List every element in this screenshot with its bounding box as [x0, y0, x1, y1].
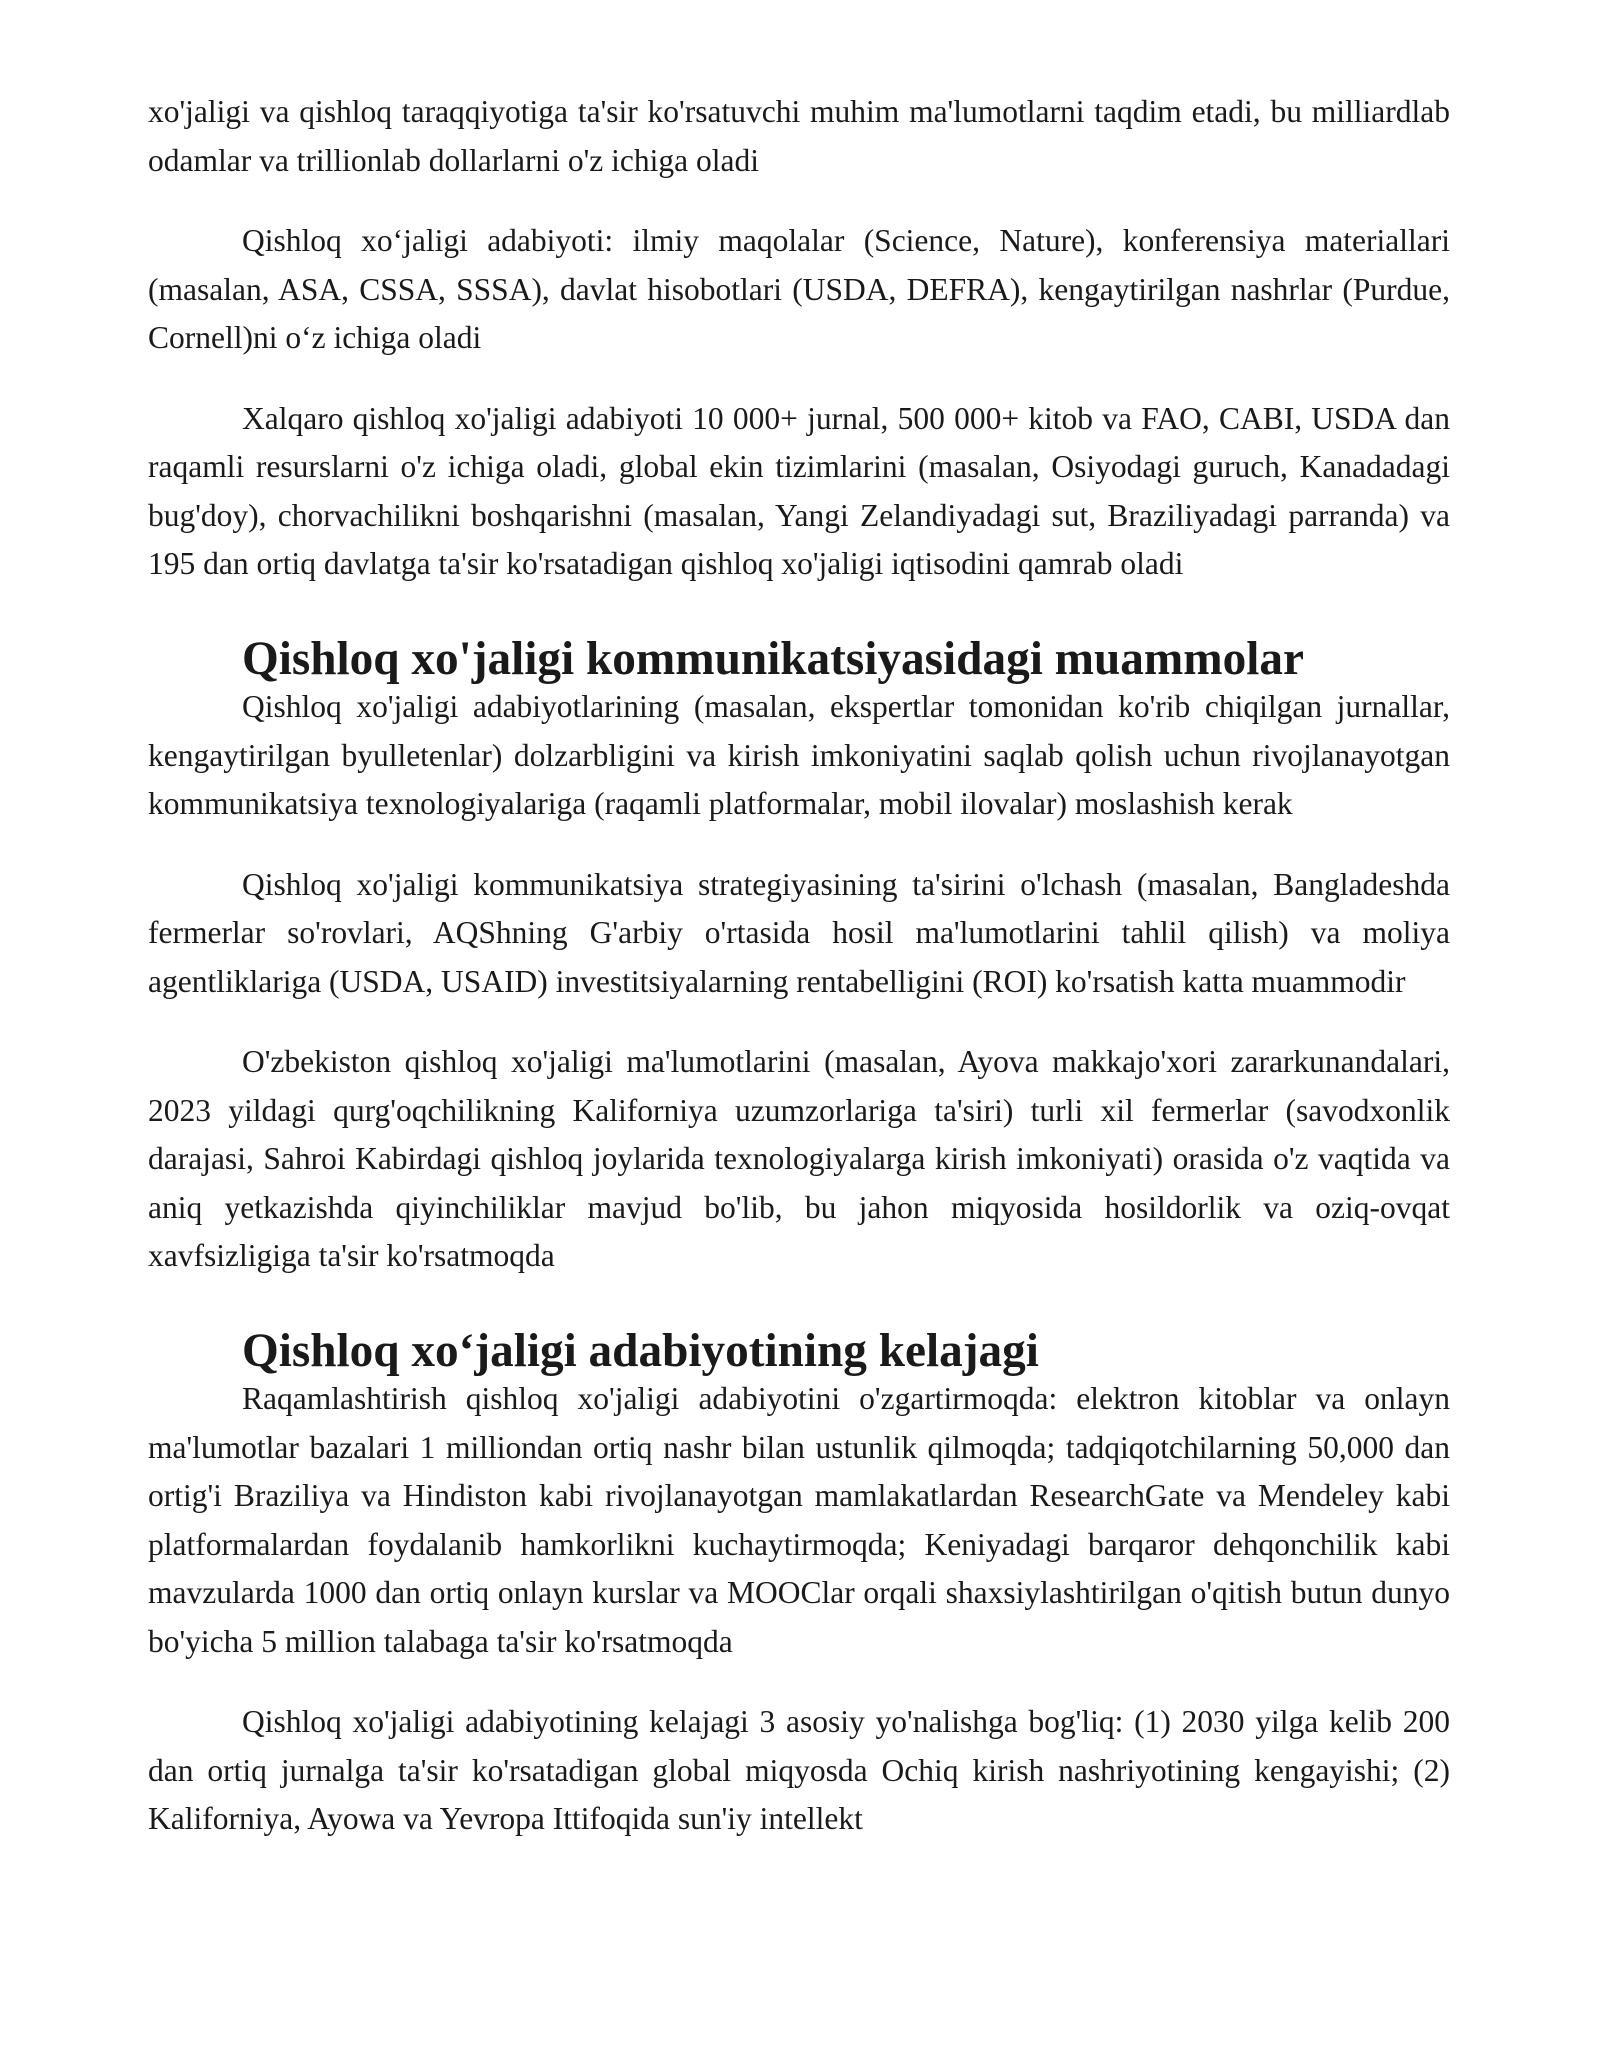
paragraph-agri-literature-types: Qishloq xoʻjaligi adabiyoti: ilmiy maqolalar (Science, Nature), konferensiya materiallari (masalan, ASA, CSSA, SSSA), davlat hisobotlari (USDA, DEFRA), kengaytirilgan nashrlar (Purdue, Cornell)ni oʻz ichiga oladi: [148, 223, 1450, 355]
section-heading-future-literature: Qishloq xoʻjaligi adabiyotining kelajagi: [242, 1324, 1039, 1377]
document-page: [148, 88, 1450, 1844]
paragraph-international-literature: Xalqaro qishloq xo'jaligi adabiyoti 10 000+ jurnal, 500 000+ kitob va FAO, CABI, USDA dan raqamli resurslarni o'z ichiga oladi, global ekin tizimlarini (masalan, Osiyodagi guruch, Kanadadagi bug'doy), chorvachilikni boshqarishni (masalan, Yangi Zelandiyadagi sut, Braziliyadagi parranda) va 195 dan ortiq davlatga ta'sir ko'rsatadigan qishloq xo'jaligi iqtisodini qamrab oladi: [148, 400, 1450, 581]
paragraph-continuation: xo'jaligi va qishloq taraqqiyotiga ta'sir ko'rsatuvchi muhim ma'lumotlarni taqdim etadi, bu milliardlab odamlar va trillionlab dollarlarni o'z ichiga oladi: [148, 94, 1450, 178]
paragraph-future-directions: Qishloq xo'jaligi adabiyotining kelajagi 3 asosiy yo'nalishga bog'liq: (1) 2030 yilga kelib 200 dan ortiq jurnalga ta'sir ko'rsatadigan global miqyosda Ochiq kirish nashriyotining kengayishi; (2) Kaliforniya, Ayowa va Yevropa Ittifoqida sun'iy intellekt: [148, 1704, 1450, 1836]
paragraph-digitalization: Raqamlashtirish qishloq xo'jaligi adabiyotini o'zgartirmoqda: elektron kitoblar va onlayn ma'lumotlar bazalari 1 milliondan ortiq nashr bilan ustunlik qilmoqda; tadqiqotchilarning 50,000 dan ortig'i Braziliya va Hindiston kabi rivojlanayotgan mamlakatlardan ResearchGate va Mendeley kabi platformalardan foydalanib hamkorlikni kuchaytirmoqda; Keniyadagi barqaror dehqonchilik kabi mavzularda 1000 dan ortiq onlayn kurslar va MOOClar orqali shaxsiylashtirilgan o'qitish butun dunyo bo'yicha 5 million talabaga ta'sir ko'rsatmoqda: [148, 1381, 1450, 1659]
paragraph-adapt-technologies: Qishloq xo'jaligi adabiyotlarining (masalan, ekspertlar tomonidan ko'rib chiqilgan jurnallar, kengaytirilgan byulletenlar) dolzarbligini va kirish imkoniyatini saqlab qolish uchun rivojlanayotgan kommunikatsiya texnologiyalariga (raqamli platformalar, mobil ilovalar) moslashish kerak: [148, 689, 1450, 821]
section-heading-communication-problems: Qishloq xo'jaligi kommunikatsiyasidagi muammolar: [242, 632, 1304, 685]
paragraph-data-delivery: O'zbekiston qishloq xo'jaligi ma'lumotlarini (masalan, Ayova makkajo'xori zararkunandalari, 2023 yildagi qurg'oqchilikning Kaliforniya uzumzorlariga ta'siri) turli xil fermerlar (savodxonlik darajasi, Sahroi Kabirdagi qishloq joylarida texnologiyalarga kirish imkoniyati) orasida o'z vaqtida va aniq yetkazishda qiyinchiliklar mavjud bo'lib, bu jahon miqyosida hosildorlik va oziq-ovqat xavfsizligiga ta'sir ko'rsatmoqda: [148, 1044, 1450, 1273]
paragraph-measure-impact: Qishloq xo'jaligi kommunikatsiya strategiyasining ta'sirini o'lchash (masalan, Bangladeshda fermerlar so'rovlari, AQShning G'arbiy o'rtasida hosil ma'lumotlarini tahlil qilish) va moliya agentliklariga (USDA, USAID) investitsiyalarning rentabelligini (ROI) ko'rsatish katta muammodir: [148, 866, 1450, 999]
